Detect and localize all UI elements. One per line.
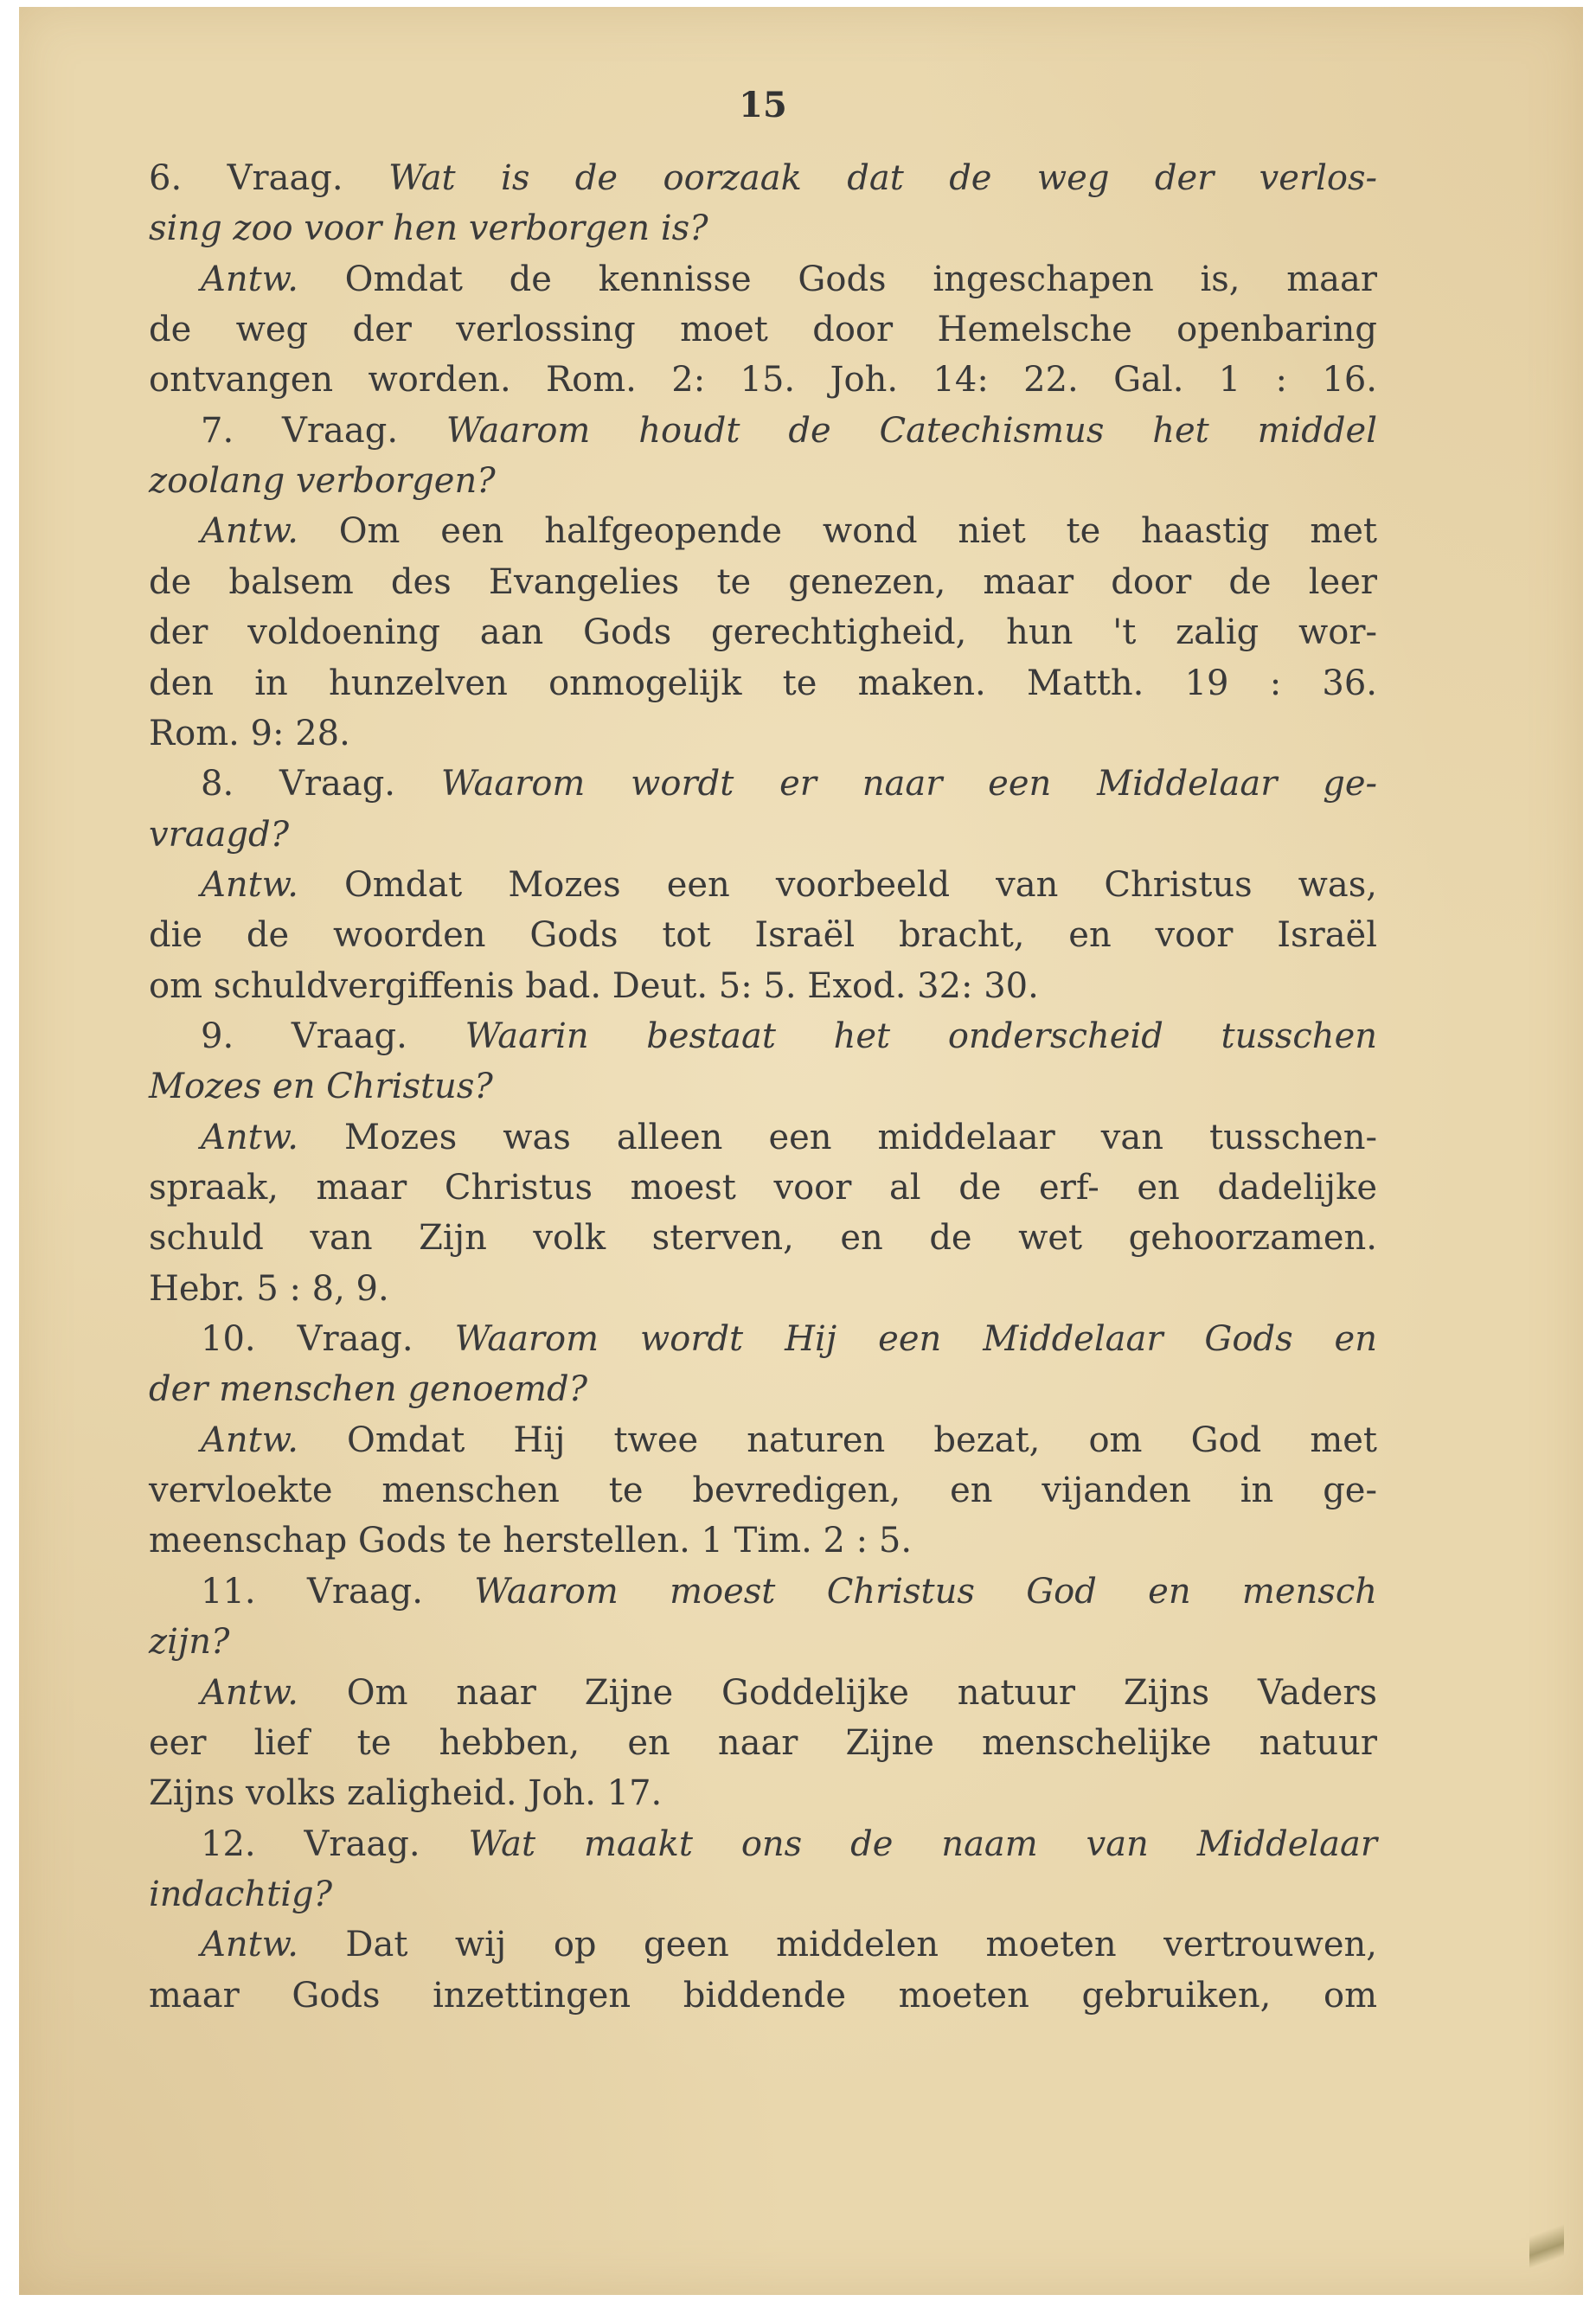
page-number: 15 <box>739 85 787 125</box>
text-line <box>201 1667 1377 1719</box>
text-line <box>149 809 1377 861</box>
italic-text: Antw. <box>201 1925 298 1965</box>
roman-text: maar Gods inzettingen biddende moeten gebruiken, om <box>149 1975 1377 2016</box>
text-line <box>201 1010 1377 1062</box>
book-page <box>19 7 1583 2295</box>
roman-text: Zijns volks zaligheid. Joh. 17. <box>149 1773 663 1814</box>
roman-text: 11. Vraag. <box>201 1571 475 1612</box>
text-line <box>149 1717 1377 1769</box>
roman-text: 12. Vraag. <box>201 1823 469 1864</box>
text-line <box>201 1818 1377 1870</box>
roman-text: 10. Vraag. <box>201 1319 455 1360</box>
roman-text: eer lief te hebben, en naar Zijne menschelijke natuur <box>149 1722 1377 1763</box>
text-line <box>149 354 1377 406</box>
italic-text: zoolang verborgen? <box>149 461 496 502</box>
italic-text: sing zoo voor hen verborgen is? <box>149 208 708 249</box>
roman-text: de balsem des Evangelies te genezen, maar door de leer <box>149 561 1377 602</box>
roman-text: 8. Vraag. <box>201 764 441 804</box>
corner-stain <box>1529 2217 1564 2269</box>
roman-text: Om een halfgeopende wond niet te haastig met <box>298 511 1377 552</box>
roman-text: meenschap Gods te herstellen. 1 Tim. 2 : 5. <box>149 1521 913 1561</box>
italic-text: indachtig? <box>149 1874 333 1914</box>
text-line <box>149 1465 1377 1516</box>
roman-text: der voldoening aan Gods gerechtigheid, hun 't zalig wor- <box>149 612 1377 653</box>
text-line <box>149 657 1377 709</box>
italic-text: Wat is de oorzaak dat de weg der verlos- <box>388 158 1377 198</box>
italic-text: Mozes en Christus? <box>149 1067 493 1107</box>
text-line <box>201 405 1377 457</box>
text-line <box>201 859 1377 911</box>
italic-text: Antw. <box>201 864 298 905</box>
roman-text: Rom. 9: 28. <box>149 713 350 753</box>
roman-text: vervloekte menschen te bevredigen, en vijanden in ge- <box>149 1471 1377 1511</box>
text-line <box>149 1162 1377 1214</box>
roman-text: die de woorden Gods tot Israël bracht, en voor Israël <box>149 915 1377 956</box>
text-line <box>149 1515 1377 1567</box>
text-line <box>201 1919 1377 1971</box>
text-line <box>149 556 1377 608</box>
text-line <box>149 1767 1377 1819</box>
roman-text: 6. Vraag. <box>149 158 389 198</box>
italic-text: Antw. <box>201 1420 298 1460</box>
text-line <box>201 505 1377 557</box>
italic-text: Waarom moest Christus God en mensch <box>474 1571 1377 1612</box>
italic-text: Waarin bestaat het onderscheid tusschen <box>465 1016 1377 1056</box>
text-line <box>149 1061 1377 1112</box>
roman-text: 9. Vraag. <box>201 1016 465 1056</box>
text-line <box>201 758 1377 810</box>
roman-text: om schuldvergiffenis bad. Deut. 5: 5. Exod. 32: 30. <box>149 965 1039 1006</box>
italic-text: Antw. <box>201 511 298 552</box>
text-line <box>149 1970 1377 2022</box>
roman-text: schuld van Zijn volk sterven, en de wet gehoorzamen. <box>149 1218 1377 1259</box>
text-line <box>149 152 1377 204</box>
italic-text: Antw. <box>201 259 298 299</box>
text-line <box>149 606 1377 658</box>
roman-text: ontvangen worden. Rom. 2: 15. Joh. 14: 22. Gal. 1 : 16. <box>149 360 1377 401</box>
text-line <box>149 1263 1377 1315</box>
text-line <box>149 960 1377 1012</box>
italic-text: Antw. <box>201 1117 298 1157</box>
italic-text: Antw. <box>201 1672 298 1713</box>
roman-text: Dat wij op geen middelen moeten vertrouwen, <box>298 1925 1377 1965</box>
italic-text: zijn? <box>149 1622 230 1663</box>
text-line <box>149 909 1377 961</box>
roman-text: Omdat Mozes een voorbeeld van Christus was, <box>298 864 1377 905</box>
italic-text: Waarom wordt er naar een Middelaar ge- <box>440 764 1377 804</box>
roman-text: Hebr. 5 : 8, 9. <box>149 1268 389 1309</box>
italic-text: Waarom wordt Hij een Middelaar Gods en <box>454 1319 1377 1360</box>
text-line <box>201 1414 1377 1466</box>
text-line <box>149 455 1377 507</box>
text-line <box>201 253 1377 305</box>
roman-text: Om naar Zijne Goddelijke natuur Zijns Vaders <box>298 1672 1377 1713</box>
roman-text: 7. Vraag. <box>201 410 446 451</box>
text-line <box>201 1566 1377 1618</box>
text-line <box>149 1616 1377 1668</box>
text-line <box>149 1363 1377 1415</box>
italic-text: vraagd? <box>149 814 290 855</box>
text-line <box>149 708 1377 760</box>
italic-text: Waarom houdt de Catechismus het middel <box>445 410 1377 451</box>
text-line <box>201 1112 1377 1163</box>
roman-text: den in hunzelven onmogelijk te maken. Matth. 19 : 36. <box>149 663 1377 703</box>
roman-text: de weg der verlossing moet door Hemelsche openbaring <box>149 310 1377 350</box>
roman-text: Omdat de kennisse Gods ingeschapen is, maar <box>298 259 1377 299</box>
text-line <box>201 1313 1377 1365</box>
italic-text: der menschen genoemd? <box>149 1369 588 1410</box>
text-line <box>149 1868 1377 1920</box>
roman-text: spraak, maar Christus moest voor al de erf- en dadelijke <box>149 1168 1377 1208</box>
italic-text: Wat maakt ons de naam van Middelaar <box>468 1823 1377 1864</box>
text-line <box>149 304 1377 356</box>
roman-text: Mozes was alleen een middelaar van tusschen- <box>298 1117 1377 1157</box>
text-line <box>149 1212 1377 1264</box>
text-line <box>149 202 1377 254</box>
roman-text: Omdat Hij twee naturen bezat, om God met <box>298 1420 1377 1460</box>
